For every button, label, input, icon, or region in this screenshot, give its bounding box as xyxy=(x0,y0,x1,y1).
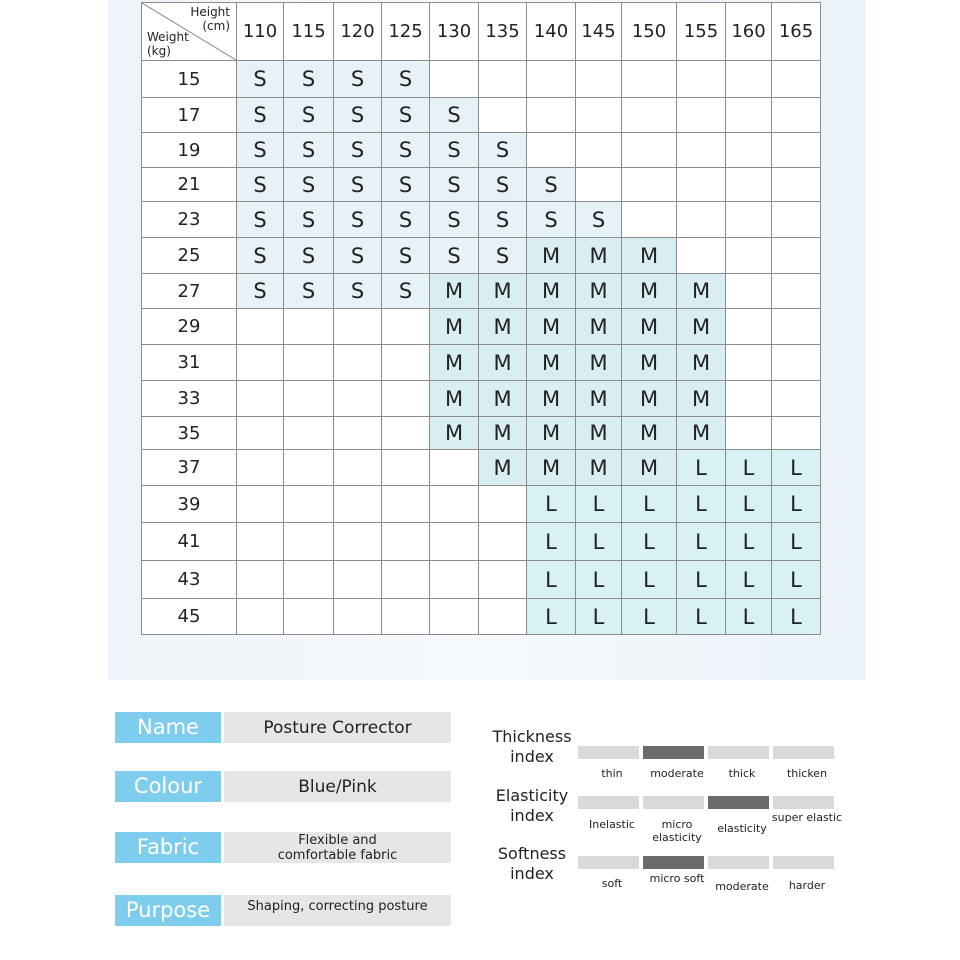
size-cell: M xyxy=(479,274,527,309)
size-cell: L xyxy=(726,450,772,486)
size-cell xyxy=(334,345,382,381)
size-row xyxy=(142,274,821,309)
size-cell: M xyxy=(479,309,527,345)
size-cell xyxy=(772,417,821,450)
size-cell: S xyxy=(334,274,382,309)
size-cell: L xyxy=(576,523,622,561)
size-cell xyxy=(237,561,284,599)
size-cell: L xyxy=(772,450,821,486)
size-cell xyxy=(726,133,772,168)
size-cell xyxy=(677,61,726,98)
size-cell: S xyxy=(382,61,430,98)
size-cell xyxy=(334,486,382,523)
size-cell: M xyxy=(576,381,622,417)
size-cell: L xyxy=(677,561,726,599)
attr-value-fabric: Flexible and comfortable fabric xyxy=(224,832,451,863)
index-label: Elasticity index xyxy=(495,786,569,825)
size-cell xyxy=(284,309,334,345)
index-label: Thickness index xyxy=(492,727,572,766)
size-cell xyxy=(726,61,772,98)
index-bar-selected xyxy=(643,746,704,759)
size-cell xyxy=(772,133,821,168)
size-cell: S xyxy=(430,98,479,133)
size-cell: M xyxy=(576,345,622,381)
size-cell xyxy=(334,599,382,635)
attr-value-purpose: Shaping, correcting posture xyxy=(224,895,451,926)
size-cell: L xyxy=(677,523,726,561)
index-option-label: thick xyxy=(728,767,756,780)
index-bar-selected xyxy=(708,796,769,809)
size-cell: M xyxy=(576,417,622,450)
size-cell: L xyxy=(772,523,821,561)
size-cell xyxy=(576,61,622,98)
size-cell xyxy=(382,523,430,561)
size-cell xyxy=(237,599,284,635)
size-row xyxy=(142,98,821,133)
size-cell: S xyxy=(284,98,334,133)
size-cell: S xyxy=(479,168,527,202)
index-bar xyxy=(578,746,639,759)
size-cell: S xyxy=(430,202,479,238)
size-cell xyxy=(772,238,821,274)
size-cell: S xyxy=(284,202,334,238)
size-cell: M xyxy=(576,450,622,486)
size-cell xyxy=(284,561,334,599)
index-bar-selected xyxy=(643,856,704,869)
size-cell xyxy=(382,417,430,450)
size-cell xyxy=(622,98,677,133)
size-cell xyxy=(726,381,772,417)
size-cell: M xyxy=(479,345,527,381)
size-cell: L xyxy=(772,486,821,523)
size-cell xyxy=(430,61,479,98)
size-cell xyxy=(576,168,622,202)
size-cell: M xyxy=(622,417,677,450)
size-cell: L xyxy=(726,486,772,523)
size-cell xyxy=(284,417,334,450)
size-chart-table xyxy=(141,2,821,635)
index-bar xyxy=(773,856,834,869)
size-cell: L xyxy=(677,450,726,486)
size-cell: M xyxy=(527,238,576,274)
size-cell xyxy=(726,309,772,345)
size-cell: S xyxy=(382,274,430,309)
height-header: 165 xyxy=(772,3,821,61)
size-cell xyxy=(382,561,430,599)
size-cell: S xyxy=(237,98,284,133)
weight-label: 39 xyxy=(142,486,237,523)
index-option-label: thin xyxy=(601,767,623,780)
size-cell: L xyxy=(622,599,677,635)
index-option-label: micro elasticity xyxy=(652,818,702,844)
size-cell xyxy=(726,98,772,133)
size-cell: M xyxy=(430,274,479,309)
size-cell: S xyxy=(430,238,479,274)
height-header: 155 xyxy=(677,3,726,61)
height-header: 150 xyxy=(622,3,677,61)
index-bar xyxy=(578,856,639,869)
weight-label: 29 xyxy=(142,309,237,345)
size-cell xyxy=(726,345,772,381)
index-option-label: harder xyxy=(788,879,826,892)
index-label: Softness index xyxy=(497,844,567,883)
size-cell: M xyxy=(527,450,576,486)
size-cell xyxy=(382,381,430,417)
size-cell: S xyxy=(382,238,430,274)
height-header: 160 xyxy=(726,3,772,61)
size-cell: L xyxy=(677,486,726,523)
size-cell xyxy=(237,450,284,486)
size-cell: L xyxy=(576,561,622,599)
size-cell: S xyxy=(284,168,334,202)
size-cell: M xyxy=(576,309,622,345)
attr-row-fabric xyxy=(115,832,451,863)
size-cell xyxy=(576,98,622,133)
size-cell xyxy=(772,168,821,202)
weight-label: 37 xyxy=(142,450,237,486)
size-cell xyxy=(772,274,821,309)
index-option-label: soft xyxy=(601,877,623,890)
size-row xyxy=(142,599,821,635)
size-cell: M xyxy=(622,238,677,274)
size-cell: S xyxy=(237,202,284,238)
weight-label: 41 xyxy=(142,523,237,561)
size-row xyxy=(142,202,821,238)
size-cell xyxy=(237,381,284,417)
size-cell: S xyxy=(479,133,527,168)
size-cell: M xyxy=(527,274,576,309)
size-row xyxy=(142,450,821,486)
size-cell xyxy=(334,417,382,450)
size-cell: L xyxy=(772,599,821,635)
size-cell: M xyxy=(576,238,622,274)
index-option-label: moderate xyxy=(650,767,704,780)
index-option-label: Inelastic xyxy=(589,818,635,831)
size-cell xyxy=(334,561,382,599)
attr-key-fabric: Fabric xyxy=(115,832,221,863)
size-row xyxy=(142,168,821,202)
attr-row-name xyxy=(115,712,451,743)
size-cell: S xyxy=(284,238,334,274)
size-row xyxy=(142,61,821,98)
index-option-label: thicken xyxy=(786,767,828,780)
attr-value-colour: Blue/Pink xyxy=(224,771,451,802)
size-cell: M xyxy=(430,417,479,450)
size-cell xyxy=(622,61,677,98)
size-cell: L xyxy=(527,561,576,599)
size-cell xyxy=(479,486,527,523)
height-header: 130 xyxy=(430,3,479,61)
size-cell: L xyxy=(527,599,576,635)
index-bar xyxy=(578,796,639,809)
size-cell xyxy=(527,61,576,98)
size-cell: M xyxy=(527,309,576,345)
size-cell: S xyxy=(527,202,576,238)
size-cell xyxy=(382,599,430,635)
size-cell xyxy=(772,98,821,133)
size-cell: S xyxy=(479,238,527,274)
size-cell: M xyxy=(622,381,677,417)
size-cell xyxy=(677,238,726,274)
weight-label: 15 xyxy=(142,61,237,98)
size-cell: M xyxy=(527,345,576,381)
size-cell: M xyxy=(430,381,479,417)
size-cell xyxy=(726,238,772,274)
size-cell: M xyxy=(576,274,622,309)
size-cell: L xyxy=(527,486,576,523)
size-cell: S xyxy=(382,202,430,238)
size-cell: L xyxy=(772,561,821,599)
size-cell: L xyxy=(726,523,772,561)
size-cell xyxy=(677,98,726,133)
size-cell: L xyxy=(527,523,576,561)
weight-label: 45 xyxy=(142,599,237,635)
size-cell xyxy=(430,450,479,486)
size-cell xyxy=(284,486,334,523)
size-cell xyxy=(622,202,677,238)
size-cell: S xyxy=(284,133,334,168)
size-cell: L xyxy=(576,599,622,635)
size-row xyxy=(142,381,821,417)
attr-row-colour xyxy=(115,771,451,802)
size-cell: S xyxy=(334,133,382,168)
header-row xyxy=(142,3,821,61)
size-cell: S xyxy=(430,168,479,202)
size-cell xyxy=(677,133,726,168)
size-cell: M xyxy=(527,417,576,450)
size-cell: L xyxy=(576,486,622,523)
size-cell xyxy=(237,486,284,523)
size-row xyxy=(142,561,821,599)
size-row xyxy=(142,486,821,523)
size-cell: M xyxy=(622,450,677,486)
size-cell: S xyxy=(334,168,382,202)
size-cell xyxy=(237,309,284,345)
weight-label: 17 xyxy=(142,98,237,133)
size-cell xyxy=(677,202,726,238)
size-row xyxy=(142,417,821,450)
size-cell: M xyxy=(622,345,677,381)
size-cell xyxy=(479,523,527,561)
size-cell xyxy=(726,417,772,450)
size-cell xyxy=(772,202,821,238)
index-bar xyxy=(773,746,834,759)
size-cell xyxy=(382,309,430,345)
weight-label: 23 xyxy=(142,202,237,238)
size-cell: S xyxy=(382,133,430,168)
index-bar xyxy=(643,796,704,809)
size-cell: S xyxy=(382,168,430,202)
size-cell: S xyxy=(237,168,284,202)
size-cell xyxy=(334,309,382,345)
size-cell: M xyxy=(430,309,479,345)
size-cell: S xyxy=(576,202,622,238)
size-cell xyxy=(430,523,479,561)
size-cell xyxy=(772,61,821,98)
size-cell: M xyxy=(622,274,677,309)
size-cell: M xyxy=(677,309,726,345)
size-cell xyxy=(284,450,334,486)
weight-label: 27 xyxy=(142,274,237,309)
index-option-label: moderate xyxy=(715,880,769,893)
size-cell xyxy=(284,523,334,561)
size-cell: L xyxy=(677,599,726,635)
size-cell: M xyxy=(527,381,576,417)
size-cell: L xyxy=(622,561,677,599)
size-cell xyxy=(527,98,576,133)
size-cell xyxy=(576,133,622,168)
size-cell xyxy=(237,417,284,450)
size-cell: L xyxy=(726,561,772,599)
index-bar xyxy=(773,796,834,809)
size-cell: S xyxy=(382,98,430,133)
size-cell: M xyxy=(479,417,527,450)
attr-row-purpose xyxy=(115,895,451,926)
size-cell xyxy=(479,599,527,635)
weight-label: 31 xyxy=(142,345,237,381)
size-row xyxy=(142,309,821,345)
height-axis-label: Height (cm) xyxy=(190,5,230,33)
size-cell xyxy=(382,486,430,523)
size-cell: M xyxy=(622,309,677,345)
size-row xyxy=(142,133,821,168)
size-cell xyxy=(527,133,576,168)
weight-label: 43 xyxy=(142,561,237,599)
size-cell: S xyxy=(237,274,284,309)
size-cell xyxy=(622,133,677,168)
height-header: 125 xyxy=(382,3,430,61)
size-cell: L xyxy=(726,599,772,635)
size-cell xyxy=(430,561,479,599)
size-cell: S xyxy=(334,98,382,133)
size-cell xyxy=(284,381,334,417)
size-row xyxy=(142,238,821,274)
size-cell: M xyxy=(677,274,726,309)
attr-value-name: Posture Corrector xyxy=(224,712,451,743)
weight-axis-label: Weight (kg) xyxy=(147,30,189,58)
size-row xyxy=(142,523,821,561)
size-cell: S xyxy=(334,61,382,98)
size-cell: M xyxy=(677,417,726,450)
size-cell xyxy=(726,274,772,309)
weight-label: 19 xyxy=(142,133,237,168)
size-cell xyxy=(237,523,284,561)
size-cell xyxy=(726,202,772,238)
size-cell: S xyxy=(430,133,479,168)
size-cell xyxy=(726,168,772,202)
size-cell xyxy=(772,309,821,345)
size-cell: S xyxy=(527,168,576,202)
size-cell xyxy=(772,345,821,381)
index-option-label: micro soft xyxy=(649,872,705,885)
attr-key-purpose: Purpose xyxy=(115,895,221,926)
size-cell xyxy=(334,381,382,417)
size-cell: S xyxy=(479,202,527,238)
size-cell: S xyxy=(284,61,334,98)
size-cell xyxy=(430,599,479,635)
index-option-label: super elastic xyxy=(771,811,843,824)
size-cell xyxy=(430,486,479,523)
size-cell: M xyxy=(479,450,527,486)
size-cell: S xyxy=(334,238,382,274)
size-cell xyxy=(677,168,726,202)
size-cell xyxy=(772,381,821,417)
size-cell xyxy=(284,599,334,635)
size-cell xyxy=(237,345,284,381)
height-header: 140 xyxy=(527,3,576,61)
corner-cell xyxy=(142,3,237,61)
size-cell: M xyxy=(430,345,479,381)
index-option-label: elasticity xyxy=(717,822,767,835)
weight-label: 25 xyxy=(142,238,237,274)
attr-key-name: Name xyxy=(115,712,221,743)
size-cell: M xyxy=(677,381,726,417)
height-header: 120 xyxy=(334,3,382,61)
size-cell: L xyxy=(622,523,677,561)
size-row xyxy=(142,345,821,381)
weight-label: 35 xyxy=(142,417,237,450)
size-cell: S xyxy=(334,202,382,238)
size-cell: S xyxy=(237,61,284,98)
size-cell xyxy=(382,450,430,486)
weight-label: 21 xyxy=(142,168,237,202)
size-cell xyxy=(334,523,382,561)
size-cell: M xyxy=(677,345,726,381)
index-bar xyxy=(708,856,769,869)
height-header: 145 xyxy=(576,3,622,61)
size-cell xyxy=(479,98,527,133)
weight-label: 33 xyxy=(142,381,237,417)
size-cell xyxy=(479,61,527,98)
size-cell: L xyxy=(622,486,677,523)
size-cell: S xyxy=(237,238,284,274)
size-cell xyxy=(334,450,382,486)
height-header: 135 xyxy=(479,3,527,61)
size-cell: S xyxy=(237,133,284,168)
size-cell: S xyxy=(284,274,334,309)
attr-key-colour: Colour xyxy=(115,771,221,802)
size-cell xyxy=(284,345,334,381)
index-bar xyxy=(708,746,769,759)
height-header: 110 xyxy=(237,3,284,61)
size-cell xyxy=(479,561,527,599)
size-cell xyxy=(622,168,677,202)
size-cell: M xyxy=(479,381,527,417)
height-header: 115 xyxy=(284,3,334,61)
size-cell xyxy=(382,345,430,381)
